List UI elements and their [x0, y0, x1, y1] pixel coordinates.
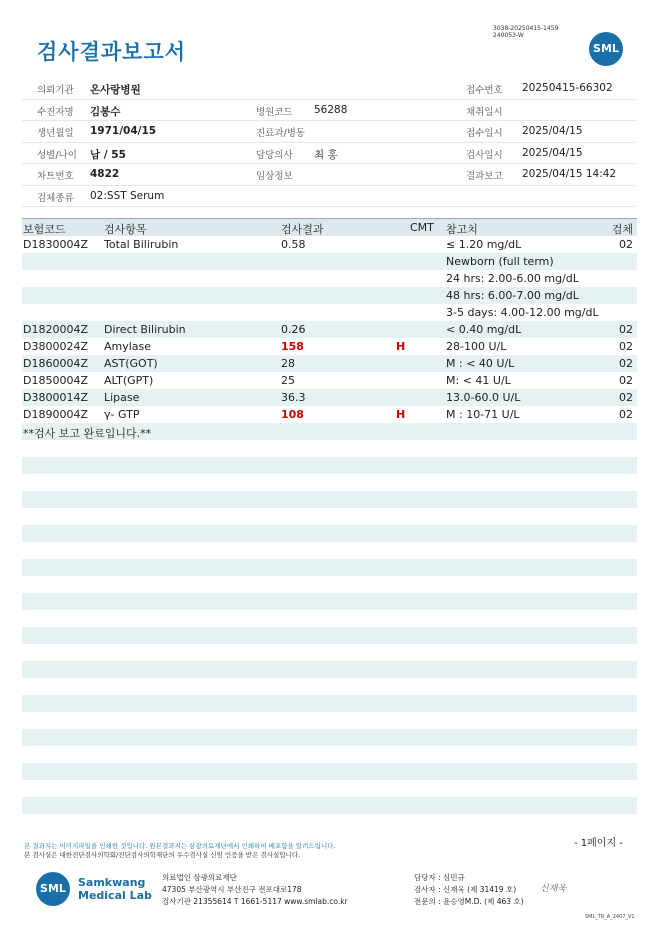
header-item: 검사항목: [104, 223, 147, 236]
item-cell: ALT(GPT): [104, 374, 154, 387]
company-name-line2: Medical Lab: [78, 889, 152, 902]
code-cell: D3800014Z: [23, 391, 88, 404]
item-cell: Direct Bilirubin: [104, 323, 186, 336]
hospital-code: 56288: [314, 103, 348, 116]
spec-cell: 02: [619, 374, 633, 387]
requesting-org: 온사랑병원: [90, 84, 141, 96]
collection-label: 채취일시: [466, 106, 503, 118]
footer-notes: [24, 842, 336, 860]
staff-manager: 담당자 : 심민규: [414, 873, 465, 882]
hospital-code-label: 병원코드: [256, 106, 293, 118]
address-line-1: 의료법인 삼광의료재단: [162, 873, 237, 882]
empty-row: [22, 593, 637, 610]
spec-cell: 02: [619, 357, 633, 370]
flag-cell: H: [396, 340, 406, 353]
result-cell: 25: [281, 374, 295, 387]
company-name-line1: Samkwang: [78, 876, 146, 889]
page-number: - 1페이지 -: [574, 838, 623, 849]
result-cell: 0.58: [281, 238, 306, 251]
patient-label: 수진자명: [37, 106, 74, 118]
footer-note-2: 본 검사실은 대한진단검사의학회/진단검사의학재단의 우수검사실 신임 인증을 받은 검사실입니다.: [24, 851, 301, 859]
staff-specialist: 전문의 : 윤승영M.D. (제 463 호): [414, 897, 524, 906]
doctor-label: 담당의사: [256, 149, 293, 161]
sex-age-label: 성별/나이: [37, 149, 77, 161]
result-cell: 28: [281, 357, 295, 370]
ref-cell: 28-100 U/L: [446, 340, 507, 353]
birth-date: 1971/04/15: [90, 125, 157, 137]
receipt-date-label: 접수일시: [466, 128, 503, 139]
item-cell: γ- GTP: [104, 408, 140, 421]
code-cell: D3800024Z: [23, 340, 88, 353]
form-code: SML_TR_A_2407_V1: [585, 914, 635, 920]
ref-cell: 13.0-60.0 U/L: [446, 391, 521, 404]
signature: 신재욱: [540, 884, 567, 894]
spec-cell: 02: [619, 391, 633, 404]
result-cell: 108: [281, 408, 304, 421]
company-name: [78, 876, 152, 902]
item-cell: Lipase: [104, 391, 140, 404]
ref-cell: 48 hrs: 6.00-7.00 mg/dL: [446, 289, 579, 302]
result-cell: 158: [281, 340, 304, 353]
receipt-no: 20250415-66302: [522, 82, 613, 94]
staff-list: [414, 872, 524, 908]
spec-cell: 02: [619, 238, 633, 251]
company-address: [162, 872, 348, 908]
footer-note-1: 본 결과지는 이미지파일을 인쇄한 것입니다. 원본결과지는 삼광의료재단에서 인쇄하여 배포함을 알려드립니다.: [24, 842, 336, 850]
page-title: 검사결과보고서: [37, 40, 187, 64]
patient-name: 김봉수: [90, 105, 121, 118]
spec-cell: 02: [619, 323, 633, 336]
test-date: 2025/04/15: [522, 146, 583, 159]
empty-row: [22, 525, 637, 542]
doctor: 최 홍: [314, 148, 338, 161]
code-cell: D1820004Z: [23, 323, 88, 336]
header-ref: 참고치: [446, 223, 478, 236]
ref-cell: M: < 41 U/L: [446, 374, 511, 387]
report-code-line2: 240053-W: [493, 32, 524, 39]
sml-footer-logo: SML: [36, 872, 70, 906]
receipt-no-label: 접수번호: [466, 85, 503, 96]
empty-row: [22, 661, 637, 678]
completion-note: **검사 보고 완료입니다.**: [23, 427, 152, 440]
empty-row: [22, 729, 637, 746]
sex-age: 남 / 55: [90, 148, 126, 161]
receipt-date: 2025/04/15: [522, 125, 583, 137]
address-line-2: 47305 부산광역시 부산진구 전포대로178: [162, 885, 302, 894]
ref-cell: M : < 40 U/L: [446, 357, 515, 370]
dept-label: 진료과/병동: [256, 128, 306, 139]
empty-row: [22, 763, 637, 780]
report-label: 결과보고: [466, 171, 503, 182]
empty-row: [22, 457, 637, 474]
item-cell: Total Bilirubin: [104, 238, 179, 251]
code-cell: D1860004Z: [23, 357, 88, 370]
header-cmt: CMT: [410, 221, 434, 234]
staff-tester: 검사자 : 신재욱 (제 31419 호): [414, 885, 517, 894]
empty-row: [22, 797, 637, 814]
ref-cell: 3-5 days: 4.00-12.00 mg/dL: [446, 306, 599, 319]
ref-cell: ≤ 1.20 mg/dL: [446, 238, 522, 251]
empty-row: [22, 627, 637, 644]
result-cell: 0.26: [281, 323, 306, 336]
chart-label: 차트번호: [37, 171, 74, 182]
empty-rows: [22, 0, 637, 925]
code-cell: D1830004Z: [23, 238, 88, 251]
sml-logo: SML: [589, 32, 623, 66]
clinical-label: 임상정보: [256, 171, 293, 182]
report-code-line1: 3038-20250415-1459: [493, 25, 559, 32]
empty-row: [22, 695, 637, 712]
result-cell: 36.3: [281, 391, 306, 404]
specimen: 02:SST Serum: [90, 189, 165, 202]
code-cell: D1890004Z: [23, 408, 88, 421]
header-result: 검사결과: [281, 223, 324, 236]
birth-label: 생년월일: [37, 128, 74, 139]
spec-cell: 02: [619, 340, 633, 353]
chart-no: 4822: [90, 168, 120, 180]
ref-cell: 24 hrs: 2.00-6.00 mg/dL: [446, 272, 579, 285]
requesting-org-label: 의뢰기관: [37, 85, 74, 96]
ref-cell: < 0.40 mg/dL: [446, 323, 522, 336]
header-spec: 검체: [611, 223, 633, 236]
specimen-label: 검체종류: [37, 192, 74, 204]
report-time: 2025/04/15 14:42: [522, 168, 617, 180]
empty-row: [22, 491, 637, 508]
address-line-3: 검사기관 21355614 T 1661-5117 www.smlab.co.kr: [162, 897, 348, 906]
flag-cell: H: [396, 408, 406, 421]
code-cell: D1850004Z: [23, 374, 88, 387]
ref-cell: M : 10-71 U/L: [446, 408, 520, 421]
item-cell: AST(GOT): [104, 357, 158, 370]
empty-row: [22, 559, 637, 576]
ref-cell: Newborn (full term): [446, 255, 554, 268]
header-code: 보험코드: [23, 223, 66, 236]
spec-cell: 02: [619, 408, 633, 421]
test-date-label: 검사일시: [466, 149, 503, 161]
item-cell: Amylase: [104, 340, 152, 353]
